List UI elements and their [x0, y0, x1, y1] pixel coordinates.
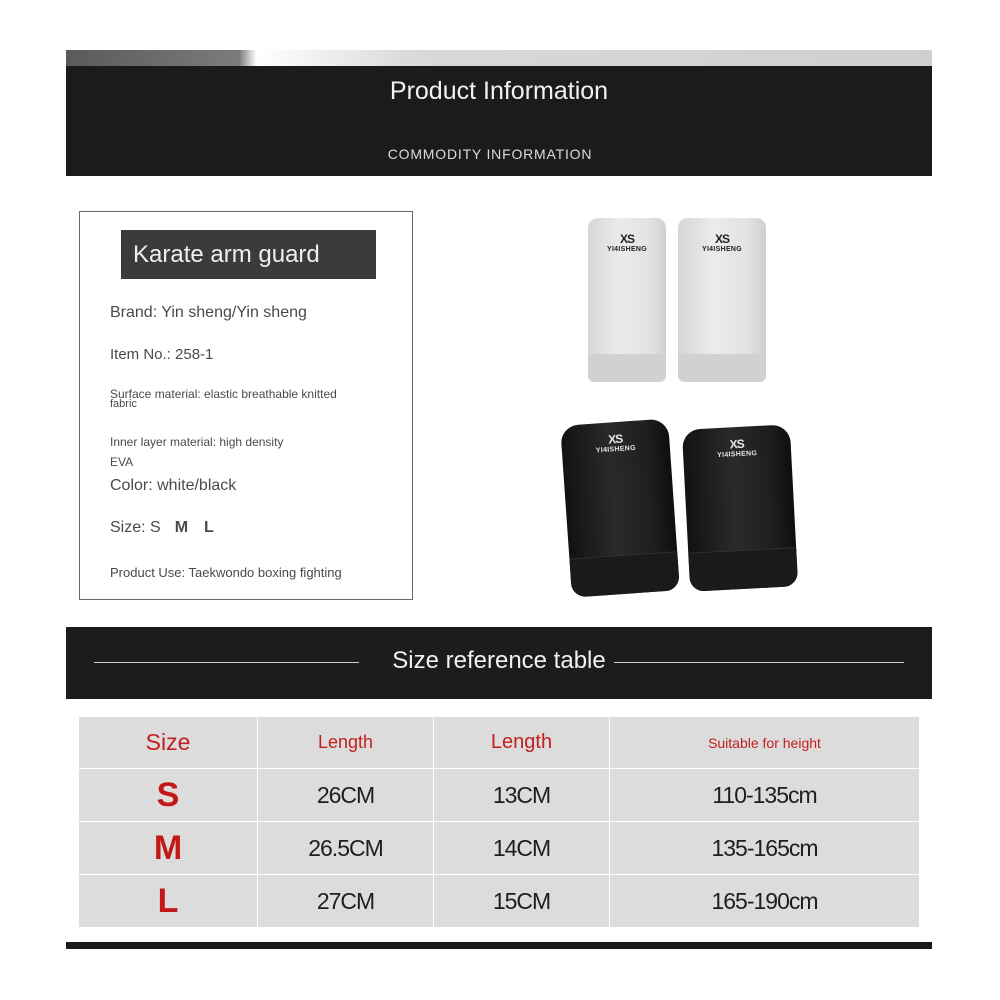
footer-bar — [66, 942, 932, 949]
item-number-text: Item No.: 258-1 — [110, 346, 214, 363]
white-arm-guard-right-image — [678, 218, 766, 382]
table-row-size: L — [79, 875, 258, 927]
inner-material-text: Inner layer material: high density — [110, 435, 284, 449]
size-label: Size: S — [110, 519, 161, 536]
table-cell-length2: 15CM — [434, 875, 610, 927]
brand-logo: XS YI4ISHENG — [595, 431, 637, 455]
table-cell-length2: 13CM — [434, 769, 610, 822]
product-info-card — [79, 211, 413, 600]
table-cell-length2: 14CM — [434, 822, 610, 875]
banner-title: Product Information — [389, 77, 609, 105]
brand-logo: XS YI4ISHENG — [717, 436, 758, 460]
table-cell-length1: 26CM — [258, 769, 434, 822]
size-table — [79, 717, 919, 927]
size-reference-banner — [66, 627, 932, 699]
header-size: Size — [79, 717, 258, 769]
size-text — [110, 519, 214, 537]
table-cell-length1: 27CM — [258, 875, 434, 927]
brand-logo: XS YI4ISHENG — [606, 232, 648, 253]
table-cell-height: 110-135cm — [610, 769, 919, 822]
surface-material-text-cont: fabric — [110, 398, 137, 410]
header-length-1: Length — [258, 717, 434, 769]
size-reference-title: Size reference table — [66, 647, 932, 675]
table-row-size: M — [79, 822, 258, 875]
header-height: Suitable for height — [610, 717, 919, 769]
table-cell-length1: 26.5CM — [258, 822, 434, 875]
surface-material-text: Surface material: elastic breathable knitted — [110, 387, 337, 401]
product-name: Karate arm guard — [121, 230, 376, 279]
banner-subtitle: COMMODITY INFORMATION — [387, 146, 593, 162]
table-cell-height: 135-165cm — [610, 822, 919, 875]
product-use-text: Product Use: Taekwondo boxing fighting — [110, 565, 342, 580]
size-m: M — [174, 519, 189, 536]
color-text: Color: white/black — [110, 477, 237, 494]
size-l: L — [204, 519, 214, 536]
brand-logo: XS YI4ISHENG — [701, 232, 743, 253]
header-length-2: Length — [434, 717, 610, 769]
table-row-size: S — [79, 769, 258, 822]
black-arm-guard-right-image — [682, 424, 798, 591]
black-arm-guard-left-image — [560, 418, 680, 597]
brand-text: Brand: Yin sheng/Yin sheng — [110, 304, 307, 321]
white-arm-guard-left-image — [588, 218, 666, 382]
inner-material-text-cont: EVA — [110, 455, 134, 469]
product-information-banner — [66, 50, 932, 176]
table-cell-height: 165-190cm — [711, 887, 818, 914]
banner-sheen — [66, 50, 932, 66]
